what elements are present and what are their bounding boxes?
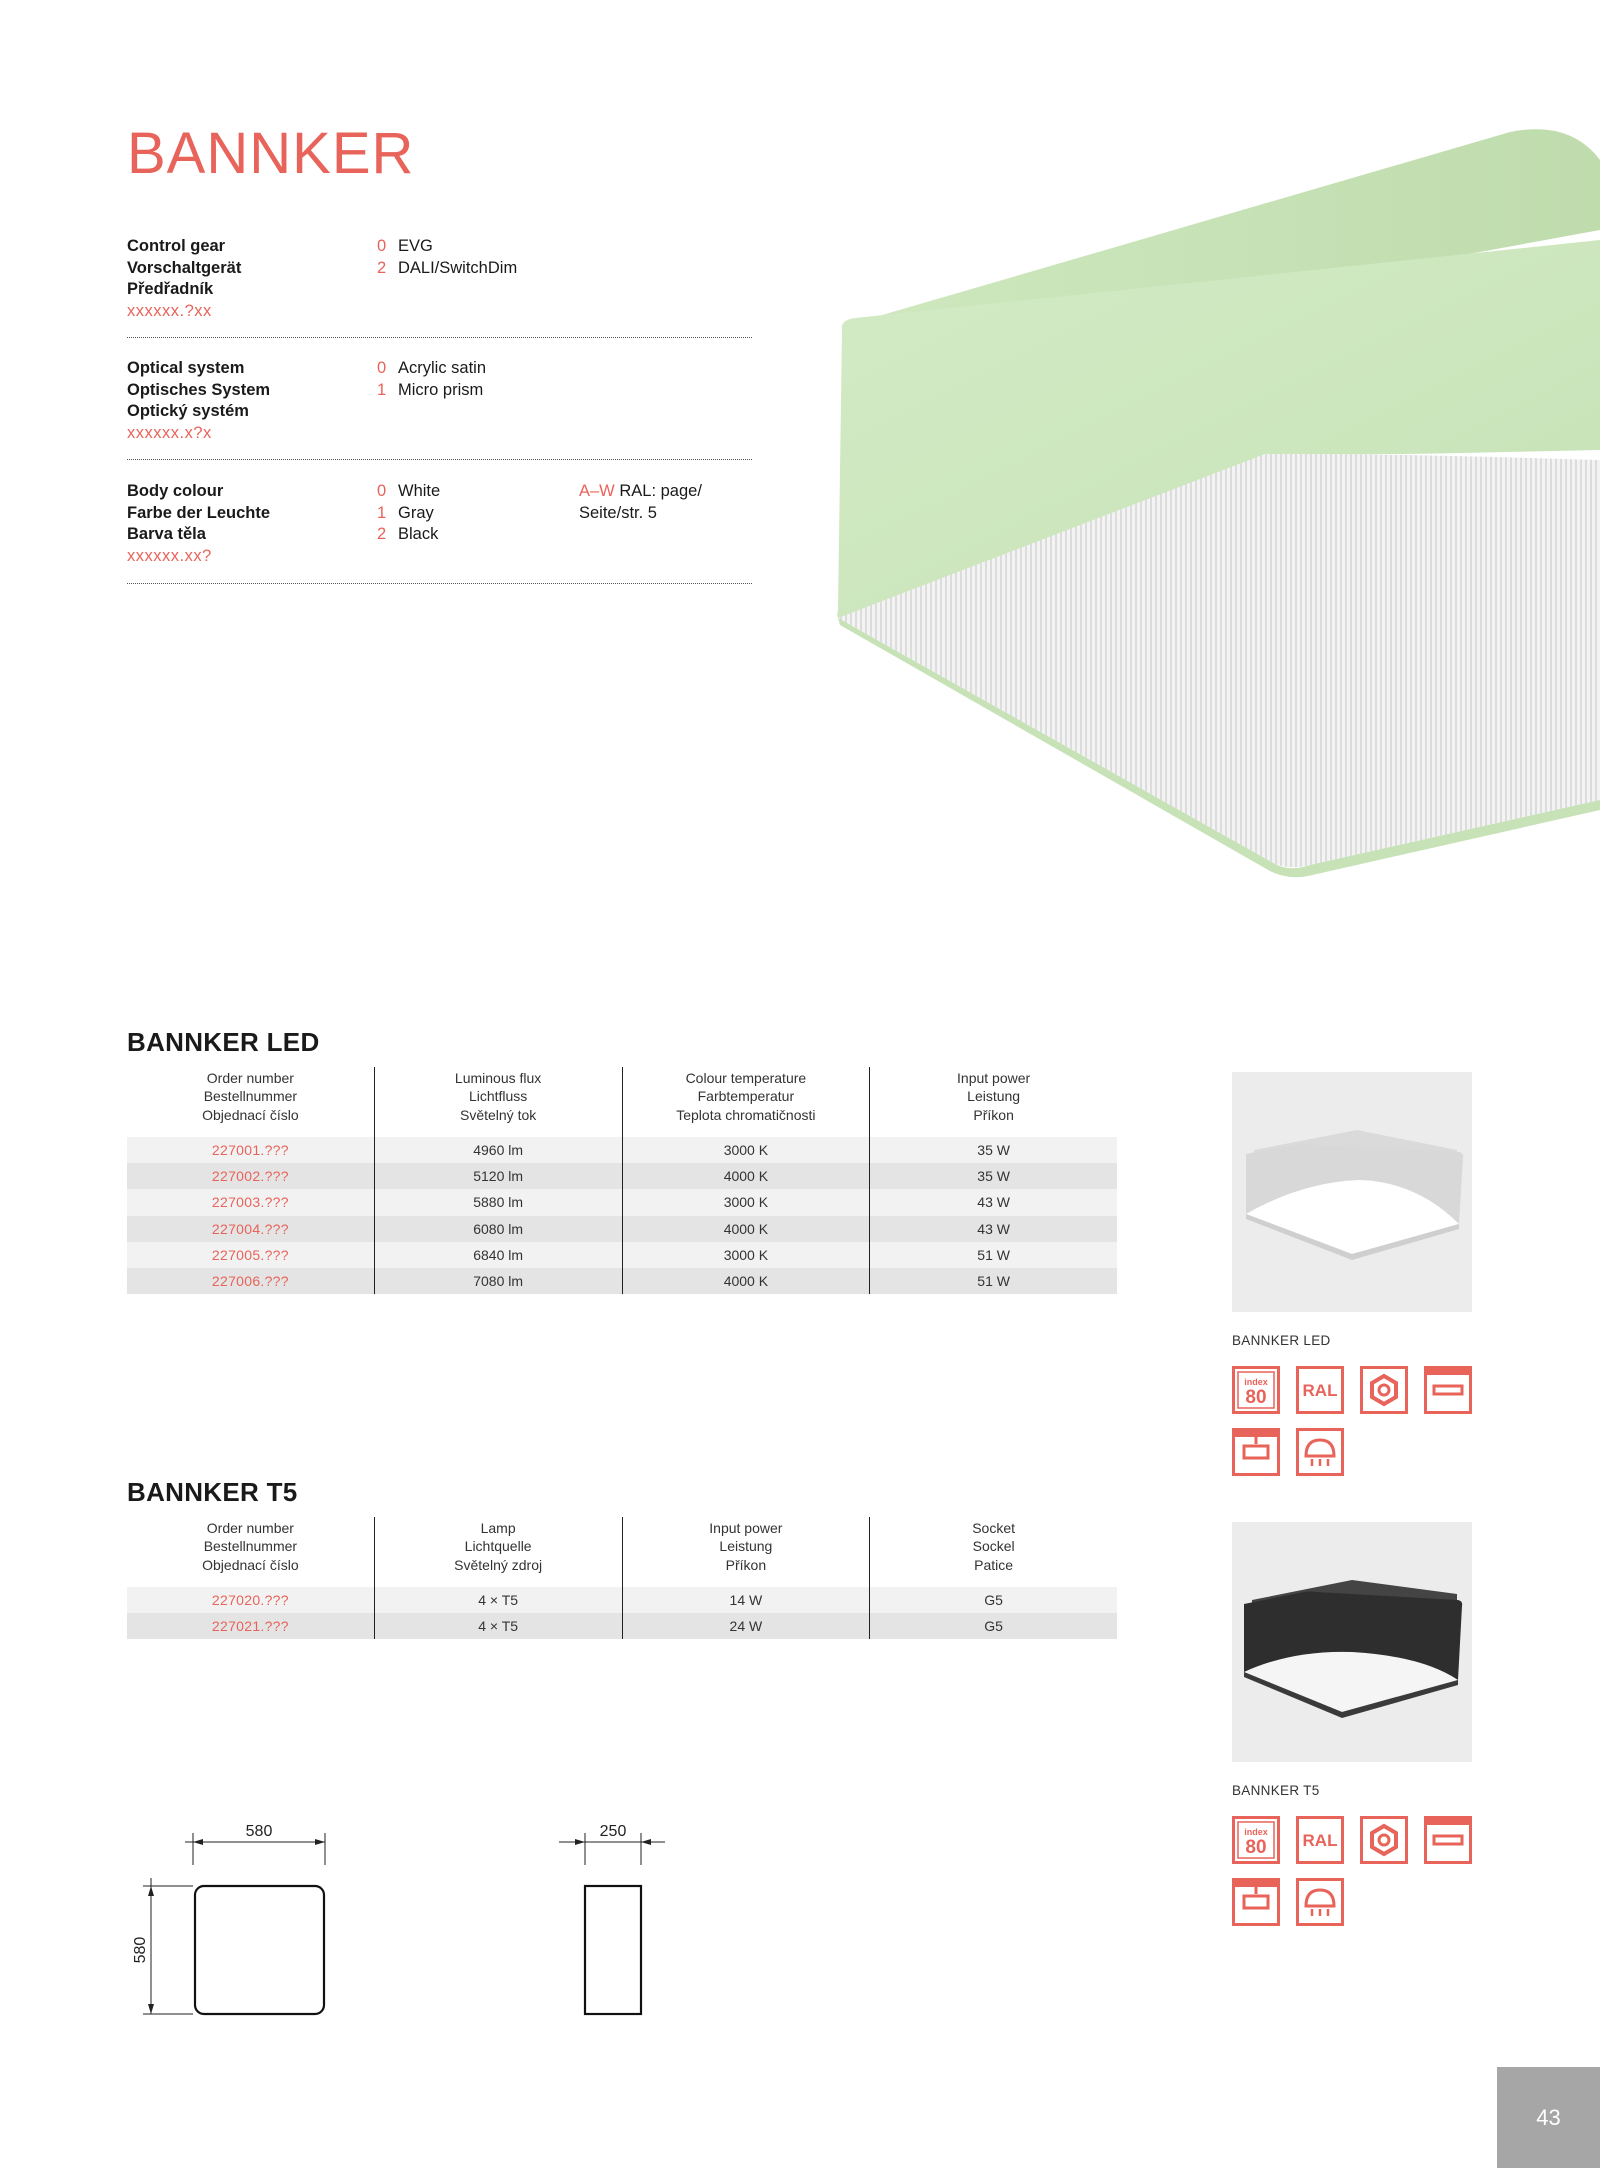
table-cell: 5880 lm	[374, 1189, 622, 1215]
svg-text:80: 80	[1245, 1837, 1267, 1858]
table-cell: 4 × T5	[374, 1613, 622, 1639]
t5-thumbnail-caption: BANNKER T5	[1232, 1783, 1320, 1798]
option-name-en: Optical system	[127, 359, 245, 377]
surface-mount-icon	[1232, 1428, 1280, 1476]
option-name-cz: Předřadník	[127, 280, 214, 299]
table-cell: 35 W	[869, 1137, 1117, 1163]
option-body-colour	[127, 481, 752, 586]
table-cell: 43 W	[869, 1216, 1117, 1242]
table-cell: 51 W	[869, 1242, 1117, 1268]
svg-text:RAL: RAL	[1302, 1381, 1338, 1400]
svg-text:index: index	[1244, 1377, 1268, 1387]
order-number: 227004.???	[211, 1220, 289, 1237]
width-dimension: 580	[245, 1823, 273, 1840]
column-header: Lamp Lichtquelle Světelný zdroj	[374, 1517, 622, 1587]
table-cell: 24 W	[622, 1613, 870, 1639]
table-cell: 3000 K	[622, 1242, 870, 1268]
table-cell: G5	[869, 1587, 1117, 1613]
order-number: 227021.???	[211, 1618, 289, 1635]
column-header: Input power Leistung Příkon	[622, 1517, 870, 1587]
table-row	[127, 1163, 1117, 1189]
ral-note-line1: RAL: page/	[619, 482, 702, 500]
option-value-label: Gray	[398, 503, 434, 522]
option-name-en: Control gear	[127, 237, 226, 255]
svg-text:80: 80	[1245, 1387, 1267, 1408]
option-value-label: DALI/SwitchDim	[398, 258, 518, 277]
option-value-num: 1	[377, 380, 387, 399]
front-view-drawing	[125, 1815, 345, 2025]
option-name-de: Vorschaltgerät	[127, 258, 242, 277]
ral-icon	[1296, 1816, 1344, 1864]
pendant-icon	[1296, 1878, 1344, 1926]
hero-luminaire-image	[810, 120, 1600, 920]
table-row	[127, 1216, 1117, 1242]
side-view-drawing	[555, 1815, 685, 2025]
option-code: xxxxxx.xx?	[127, 547, 212, 566]
page-number: 43	[1536, 2105, 1561, 2130]
option-value-num: 0	[377, 482, 387, 500]
svg-text:RAL: RAL	[1302, 1831, 1338, 1850]
table-header	[127, 1067, 1117, 1137]
order-number: 227020.???	[211, 1592, 289, 1608]
option-value-num: 0	[377, 237, 387, 255]
table-row	[127, 1587, 1117, 1613]
option-value-label: EVG	[398, 237, 433, 255]
table-row	[127, 1189, 1117, 1215]
column-header: Order number Bestellnummer Objednací číslo	[202, 1070, 299, 1123]
table-cell: 43 W	[869, 1189, 1117, 1215]
page-title: BANNKER	[127, 121, 415, 186]
table-header	[127, 1517, 1117, 1587]
section-title-t5: BANNKER T5	[127, 1477, 298, 1507]
table-cell: 4000 K	[622, 1163, 870, 1189]
table-cell: 6840 lm	[374, 1242, 622, 1268]
led-table	[127, 1067, 1117, 1294]
option-value-label: Acrylic satin	[398, 359, 487, 377]
led-thumbnail-caption: BANNKER LED	[1232, 1333, 1331, 1348]
led-product-thumbnail	[1232, 1072, 1472, 1312]
option-value-num: 2	[377, 258, 387, 277]
ral-code: A–W	[579, 482, 615, 500]
option-control-gear	[127, 236, 752, 341]
option-value-label: Micro prism	[398, 380, 484, 399]
table-row	[127, 1268, 1117, 1294]
option-value-num: 2	[377, 525, 387, 544]
table-cell: 14 W	[622, 1587, 870, 1613]
option-name-de: Farbe der Leuchte	[127, 503, 271, 522]
svg-text:index: index	[1244, 1827, 1268, 1837]
table-cell: 3000 K	[622, 1189, 870, 1215]
option-code: xxxxxx.x?x	[127, 424, 212, 443]
ral-icon	[1296, 1366, 1344, 1414]
depth-dimension: 250	[599, 1823, 627, 1840]
ceiling-mount-icon	[1424, 1366, 1472, 1414]
option-value-label: White	[398, 482, 441, 500]
table-cell: 4000 K	[622, 1216, 870, 1242]
ceiling-mount-icon	[1424, 1816, 1472, 1864]
order-number: 227003.???	[211, 1194, 289, 1211]
divider	[127, 583, 752, 584]
option-name-de: Optisches System	[127, 380, 271, 399]
divider	[127, 459, 752, 460]
column-header: Luminous flux Lichtfluss Světelný tok	[374, 1067, 622, 1137]
order-number: 227002.???	[211, 1168, 289, 1185]
column-header: Socket Sockel Patice	[869, 1517, 1117, 1587]
column-header: Colour temperature Farbtemperatur Teplota chromatičnosti	[622, 1067, 870, 1137]
table-cell: G5	[869, 1613, 1117, 1639]
section-title-led: BANNKER LED	[127, 1027, 320, 1057]
order-number: 227006.???	[211, 1272, 289, 1289]
table-cell: 6080 lm	[374, 1216, 622, 1242]
t5-product-thumbnail	[1232, 1522, 1472, 1762]
order-number: 227001.???	[211, 1142, 289, 1158]
table-cell: 51 W	[869, 1268, 1117, 1294]
index-80-icon	[1232, 1816, 1280, 1864]
hexagon-icon	[1360, 1816, 1408, 1864]
table-cell: 5120 lm	[374, 1163, 622, 1189]
index-80-icon	[1232, 1366, 1280, 1414]
option-optical-system	[127, 358, 752, 463]
led-icon-set	[1232, 1366, 1482, 1476]
divider	[127, 337, 752, 338]
table-row	[127, 1613, 1117, 1639]
option-name-en: Body colour	[127, 482, 224, 500]
table-cell: 3000 K	[622, 1137, 870, 1163]
order-number: 227005.???	[211, 1246, 289, 1263]
t5-table	[127, 1517, 1117, 1639]
table-cell: 4000 K	[622, 1268, 870, 1294]
surface-mount-icon	[1232, 1878, 1280, 1926]
table-cell: 4960 lm	[374, 1137, 622, 1163]
option-value-label: Black	[398, 525, 439, 544]
option-value-num: 1	[377, 503, 387, 522]
column-header: Order number Bestellnummer Objednací číslo	[202, 1520, 299, 1573]
option-name-cz: Optický systém	[127, 402, 249, 421]
column-header: Input power Leistung Příkon	[869, 1067, 1117, 1137]
option-value-num: 0	[377, 359, 387, 377]
table-cell: 35 W	[869, 1163, 1117, 1189]
option-name-cz: Barva těla	[127, 525, 206, 544]
height-dimension: 580	[132, 1936, 149, 1964]
hexagon-icon	[1360, 1366, 1408, 1414]
page-number-box	[1497, 2067, 1600, 2168]
table-cell: 4 × T5	[374, 1587, 622, 1613]
table-cell: 7080 lm	[374, 1268, 622, 1294]
table-row	[127, 1137, 1117, 1163]
option-code: xxxxxx.?xx	[127, 302, 212, 321]
t5-icon-set	[1232, 1816, 1482, 1926]
pendant-icon	[1296, 1428, 1344, 1476]
ral-note-line2: Seite/str. 5	[579, 503, 657, 522]
table-row	[127, 1242, 1117, 1268]
